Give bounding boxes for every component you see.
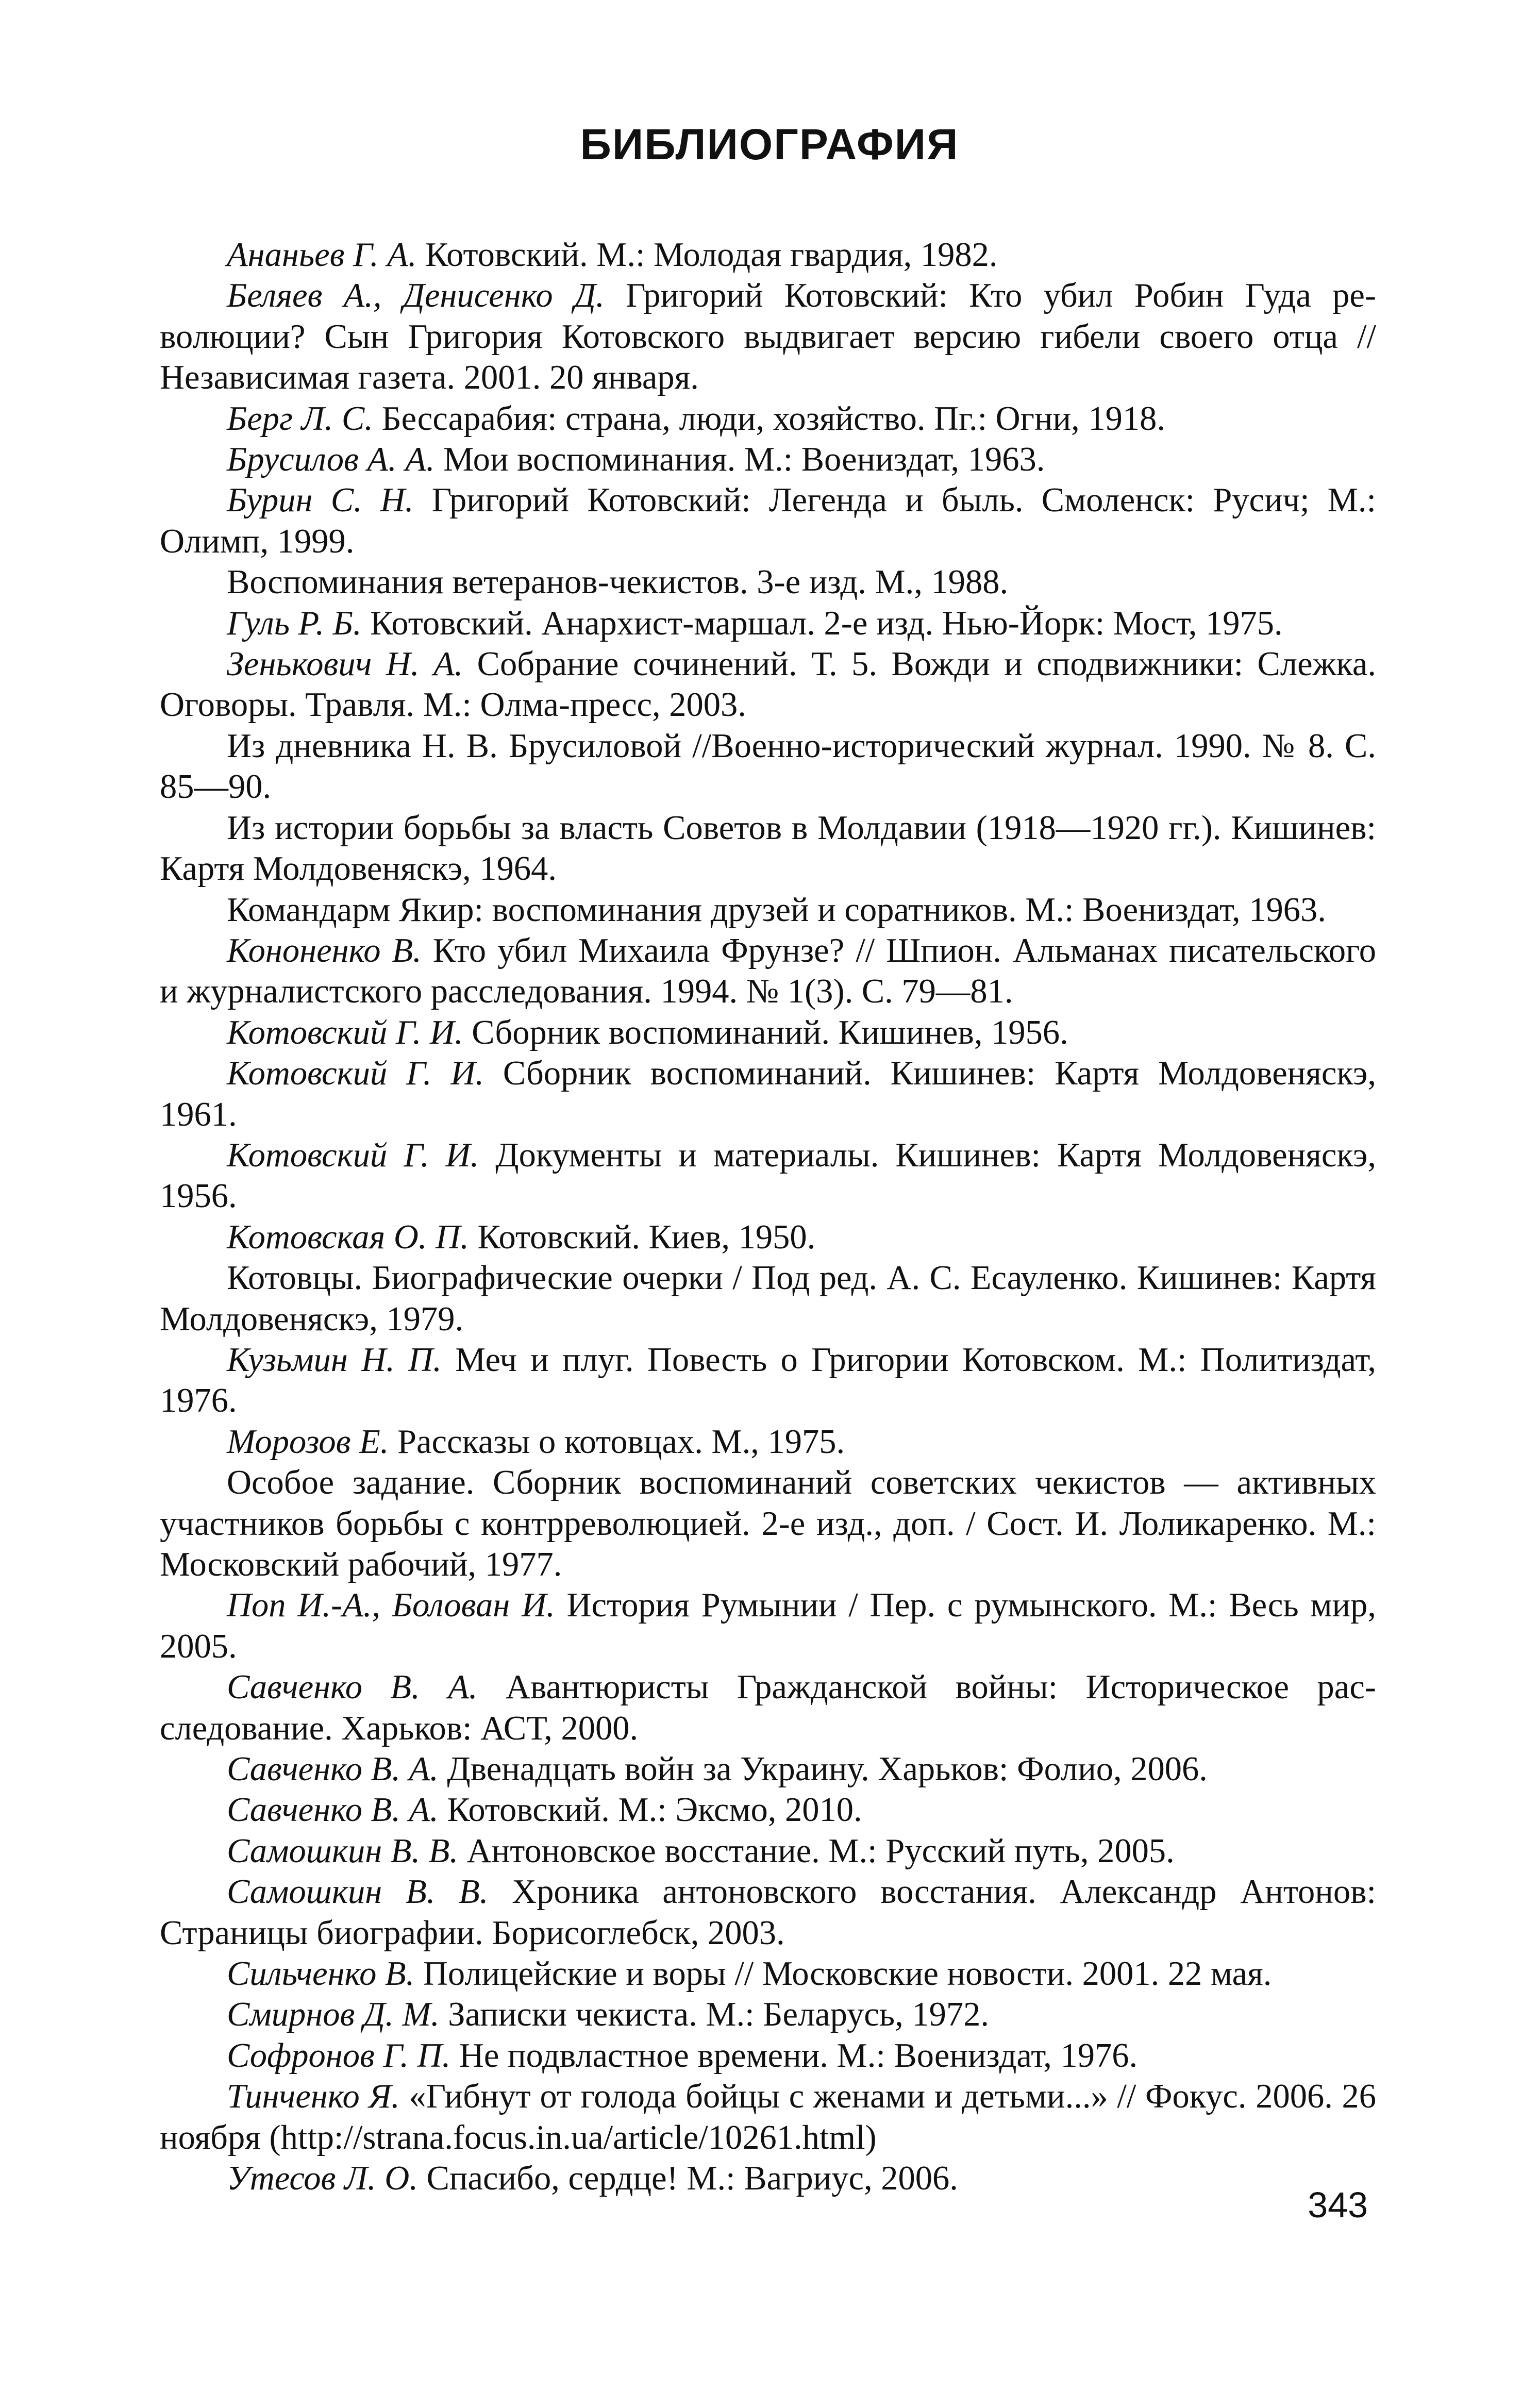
entry-text: Особое задание. Сборник воспоминаний советских чекистов — активных участников борьбы с контрреволюцией. 2-е изд., доп. / Сост. И. Лоликаренко. М.: Московский рабочий, 1977.	[160, 1464, 1376, 1583]
entry-text: Записки чекиста. М.: Беларусь, 1972.	[448, 1996, 990, 2034]
entry-author: Берг Л. С.	[227, 399, 373, 438]
bibliography-entry	[160, 1953, 1376, 1994]
entry-author: Смирнов Д. М.	[227, 1996, 440, 2034]
entry-author: Самошкин В. В.	[227, 1873, 489, 1911]
entry-author: Ананьев Г. А.	[227, 236, 417, 274]
entry-text: История Румынии / Пер. с румынского. М.: Весь мир, 2005.	[160, 1586, 1377, 1665]
entry-text: Рассказы о котовцах. М., 1975.	[397, 1423, 845, 1461]
entry-text: Воспоминания ветеранов-чекистов. 3-е изд. М., 1988.	[227, 563, 1009, 601]
entry-author: Савченко В. А.	[227, 1750, 439, 1788]
entry-author: Поп И.-А., Болован И.	[227, 1586, 555, 1625]
bibliography-entry	[160, 1585, 1376, 1667]
page-number: 343	[1308, 2185, 1368, 2225]
entry-text: Собрание сочинений. Т. 5. Вожди и сподвижники: Слежка. Оговоры. Травля. М.: Олма-пресс, 2003.	[160, 645, 1376, 724]
bibliography-entry	[160, 1831, 1376, 1871]
bibliography-entry	[160, 726, 1376, 808]
entry-text: Котовский. Анархист-маршал. 2-е изд. Нью-Йорк: Мост, 1975.	[370, 604, 1283, 642]
entry-author: Утесов Л. О.	[227, 2160, 418, 2198]
entry-text: Меч и плуг. Повесть о Григории Котовском. М.: Политиздат, 1976.	[160, 1341, 1377, 1420]
entry-text: Кто убил Михаила Фрунзе? // Шпион. Альманах писательского и журналистского расследования. 1994. № 1(3). С. 79—81.	[160, 931, 1377, 1011]
entry-text: Из истории борьбы за власть Советов в Молдавии (1918—1920 гг.). Кишинев: Картя Молдовеняскэ, 1964.	[160, 809, 1376, 888]
entry-author: Брусилов А. А.	[227, 441, 435, 479]
entry-text: «Гибнут от голода бойцы с женами и детьми...» // Фокус. 2006. 26 ноября (http://strana.focus.in.ua/article/10261.html)	[160, 2078, 1376, 2156]
entry-text: Сборник воспоминаний. Кишинев: Картя Молдовеняскэ, 1961.	[160, 1055, 1377, 1133]
bibliography-entry	[160, 398, 1376, 439]
entry-text: Командарм Якир: воспоминания друзей и соратников. М.: Воениздат, 1963.	[227, 891, 1326, 929]
entry-author: Бурин С. Н.	[227, 481, 414, 520]
bibliography-entry	[160, 1749, 1376, 1790]
entry-text: Двенадцать войн за Украину. Харьков: Фолио, 2006.	[447, 1750, 1208, 1788]
entry-text: Авантюристы Гражданской войны: Историческое расследование. Харьков: АСТ, 2000.	[160, 1668, 1376, 1747]
entry-text: Документы и материалы. Кишинев: Картя Молдовеняскэ, 1956.	[160, 1136, 1376, 1215]
entry-author: Беляев А., Денисенко Д.	[227, 277, 605, 315]
entry-author: Котовский Г. И.	[227, 1136, 479, 1174]
entry-text: Спасибо, сердце! М.: Вагриус, 2006.	[426, 2160, 958, 2198]
entry-author: Котовская О. П.	[227, 1218, 469, 1256]
bibliography-entry	[160, 480, 1376, 562]
bibliography-entry	[160, 1135, 1376, 1217]
entry-author: Гуль Р. Б.	[227, 604, 362, 642]
entry-author: Савченко В. А.	[227, 1668, 478, 1707]
entry-text: Не подвластное времени. М.: Воениздат, 1976.	[459, 2036, 1138, 2075]
bibliography-entry	[160, 275, 1376, 398]
bibliography-entry	[160, 890, 1376, 930]
entry-author: Кузьмин Н. П.	[227, 1341, 442, 1379]
entry-author: Морозов Е.	[227, 1423, 389, 1461]
entry-text: Григорий Котовский: Кто убил Робин Гуда революции? Сын Григория Котовского выдвигает версию гибели своего отца // Независимая газета. 2001. 20 января.	[160, 277, 1376, 397]
bibliography-entry	[160, 1340, 1376, 1422]
entry-author: Котовский Г. И.	[227, 1013, 463, 1051]
entry-text: Бессарабия: страна, люди, хозяйство. Пг.: Огни, 1918.	[381, 399, 1166, 438]
entry-text: Котовский. Киев, 1950.	[477, 1218, 816, 1256]
bibliography-entry	[160, 2076, 1376, 2158]
bibliography-entry	[160, 603, 1376, 644]
bibliography-entry	[160, 1790, 1376, 1830]
bibliography-entry	[160, 1053, 1376, 1135]
entry-author: Зенькович Н. А.	[227, 645, 463, 683]
bibliography-entry	[160, 1012, 1376, 1053]
bibliography-entry	[160, 1667, 1376, 1749]
bibliography-list	[160, 235, 1376, 2199]
bibliography-entry	[160, 439, 1376, 480]
bibliography-entry	[160, 1422, 1376, 1462]
entry-author: Сильченко В.	[227, 1955, 415, 1993]
entry-author: Савченко В. А.	[227, 1791, 439, 1829]
bibliography-entry	[160, 235, 1376, 275]
bibliography-entry	[160, 808, 1376, 890]
bibliography-entry	[160, 2158, 1376, 2199]
bibliography-entry	[160, 1258, 1376, 1340]
bibliography-entry	[160, 1994, 1376, 2035]
bibliography-entry	[160, 1871, 1376, 1953]
entry-text: Хроника антоновского восстания. Александр Антонов: Страницы биографии. Борисоглебск, 2003.	[160, 1873, 1376, 1952]
bibliography-entry	[160, 562, 1376, 603]
entry-author: Кононенко В.	[227, 931, 422, 969]
entry-text: Котовский. М.: Молодая гвардия, 1982.	[425, 236, 998, 274]
entry-text: Котовцы. Биографические очерки / Под ред. А. С. Есауленко. Кишинев: Картя Молдовеняскэ, 1979.	[160, 1259, 1376, 1338]
entry-text: Из дневника Н. В. Брусиловой //Военно-исторический журнал. 1990. № 8. С. 85—90.	[160, 727, 1376, 806]
bibliography-entry	[160, 930, 1376, 1012]
page-title: БИБЛИОГРАФИЯ	[580, 120, 959, 169]
entry-author: Самошкин В. В.	[227, 1832, 459, 1870]
bibliography-entry	[160, 2035, 1376, 2076]
entry-author: Софронов Г. П.	[227, 2036, 451, 2075]
bibliography-entry	[160, 644, 1376, 726]
entry-text: Григорий Котовский: Легенда и быль. Смоленск: Русич; М.: Олимп, 1999.	[160, 481, 1377, 560]
entry-text: Мои воспоминания. М.: Воениздат, 1963.	[443, 441, 1045, 479]
bibliography-entry	[160, 1462, 1376, 1585]
entry-text: Полицейские и воры // Московские новости. 2001. 22 мая.	[423, 1955, 1272, 1993]
entry-text: Антоновское восстание. М.: Русский путь, 2005.	[466, 1832, 1175, 1870]
entry-text: Котовский. М.: Эксмо, 2010.	[447, 1791, 862, 1829]
entry-author: Тинченко Я.	[227, 2078, 400, 2116]
entry-author: Котовский Г. И.	[227, 1055, 484, 1093]
bibliography-entry	[160, 1217, 1376, 1258]
entry-text: Сборник воспоминаний. Кишинев, 1956.	[472, 1013, 1068, 1051]
